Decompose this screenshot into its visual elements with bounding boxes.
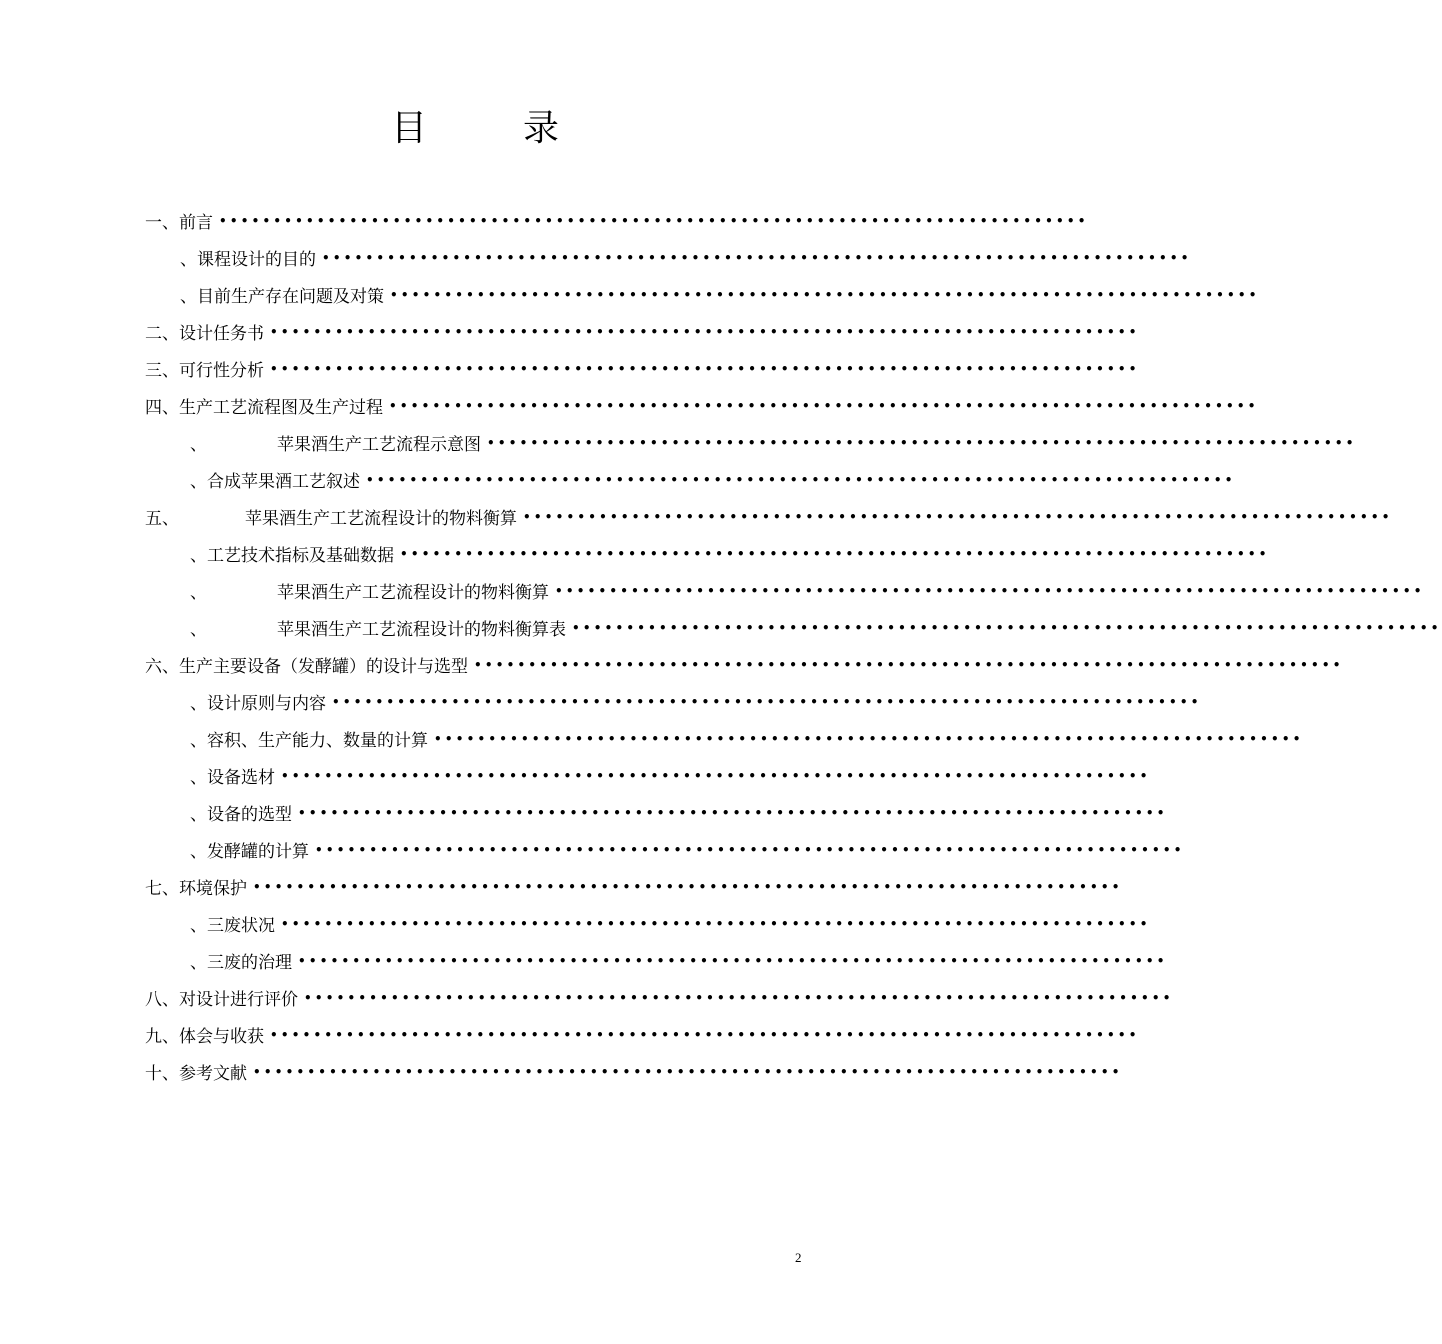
toc-entry-label: 、合成苹果酒工艺叙述 [190,472,360,492]
dot-leader: •••••••••••••••••••••••••••••••••••••••••••••••••••••••••••••••••••••••••••••••• [219,213,1089,228]
dot-leader: •••••••••••••••••••••••••••••••••••••••••••••••••••••••••••••••••••••••••••••••• [389,398,1259,413]
toc-entry-prefix: 五、 [145,509,179,529]
toc-entry[interactable] [145,1053,1123,1090]
toc-entry-label: 四、生产工艺流程图及生产过程 [145,398,383,418]
toc-entry[interactable] [190,831,1185,868]
toc-entry[interactable] [190,794,1168,831]
toc-entry-label: 七、环境保护 [145,879,247,899]
toc-entry[interactable] [190,424,1357,461]
toc-entry-title: 苹果酒生产工艺流程设计的物料衡算表 [277,620,566,640]
toc-entry-label: 、设备选材 [190,768,275,788]
dot-leader: •••••••••••••••••••••••••••••••••••••••••••••••••••••••••••••••••••••••••••••••• [270,361,1140,376]
dot-leader: •••••••••••••••••••••••••••••••••••••••••••••••••••••••••••••••••••••••••••••••• [322,250,1192,265]
dot-leader: •••••••••••••••••••••••••••••••••••••••••••••••••••••••••••••••••••••••••••••••• [434,731,1304,746]
dot-leader: •••••••••••••••••••••••••••••••••••••••••••••••••••••••••••••••••••••••••••••••• [281,768,1151,783]
dot-leader: •••••••••••••••••••••••••••••••••••••••••••••••••••••••••••••••••••••••••••••••• [281,916,1151,931]
toc-entry-label: 三、可行性分析 [145,361,264,381]
toc-entry[interactable] [190,757,1151,794]
toc-entry-label: 、目前生产存在问题及对策 [180,287,384,307]
toc-entry[interactable] [190,461,1236,498]
toc-entry-label: 六、生产主要设备（发酵罐）的设计与选型 [145,657,468,677]
dot-leader: •••••••••••••••••••••••••••••••••••••••••••••••••••••••••••••••••••••••••••••••• [366,472,1236,487]
page-number: 2 [795,1250,802,1265]
toc-entry[interactable] [190,942,1168,979]
toc-entry[interactable] [190,572,1425,609]
dot-leader: •••••••••••••••••••••••••••••••••••••••••••••••••••••••••••••••••••••••••••••••• [487,435,1357,450]
dot-leader: •••••••••••••••••••••••••••••••••••••••••••••••••••••••••••••••••••••••••••••••• [315,842,1185,857]
dot-leader: •••••••••••••••••••••••••••••••••••••••••••••••••••••••••••••••••••••••••••••••• [555,583,1425,598]
toc-entry-label: 、三废状况 [190,916,275,936]
toc-entry-label: 、设备的选型 [190,805,292,825]
toc-entry-label: 一、前言 [145,213,213,233]
toc-entry-prefix: 、 [190,620,207,640]
toc-entry[interactable] [145,1016,1140,1053]
toc-entry[interactable] [145,387,1259,424]
toc-entry-label: 、设计原则与内容 [190,694,326,714]
toc-entry[interactable] [190,905,1151,942]
toc-entry[interactable] [145,350,1140,387]
toc-entry[interactable] [180,239,1192,276]
toc-entry-title: 苹果酒生产工艺流程设计的物料衡算 [245,509,517,529]
toc-entry-label: 、课程设计的目的 [180,250,316,270]
dot-leader: •••••••••••••••••••••••••••••••••••••••••••••••••••••••••••••••••••••••••••••••• [523,509,1393,524]
toc-entry-label: 、工艺技术指标及基础数据 [190,546,394,566]
dot-leader: •••••••••••••••••••••••••••••••••••••••••••••••••••••••••••••••••••••••••••••••• [270,324,1140,339]
dot-leader: •••••••••••••••••••••••••••••••••••••••••••••••••••••••••••••••••••••••••••••••• [390,287,1260,302]
toc-entry[interactable] [145,979,1174,1016]
toc-entry-title: 苹果酒生产工艺流程示意图 [277,435,481,455]
dot-leader: •••••••••••••••••••••••••••••••••••••••••••••••••••••••••••••••••••••••••••••••• [304,990,1174,1005]
dot-leader: •••••••••••••••••••••••••••••••••••••••••••••••••••••••••••••••••••••••••••••••• [253,1064,1123,1079]
toc-entry-label [190,430,481,455]
toc-entry[interactable] [190,720,1304,757]
toc-entry[interactable] [190,609,1442,646]
toc-title: 目 录 [390,108,589,149]
toc-entry-label: 、容积、生产能力、数量的计算 [190,731,428,751]
toc-entry-label [145,504,517,529]
toc-entry[interactable] [145,202,1089,239]
toc-entry[interactable] [145,868,1123,905]
toc-entry-prefix: 、 [190,583,207,603]
toc-entry[interactable] [190,535,1270,572]
toc-entry-label: 八、对设计进行评价 [145,990,298,1010]
toc-entry-label: 二、设计任务书 [145,324,264,344]
dot-leader: •••••••••••••••••••••••••••••••••••••••••••••••••••••••••••••••••••••••••••••••• [572,620,1442,635]
dot-leader: •••••••••••••••••••••••••••••••••••••••••••••••••••••••••••••••••••••••••••••••• [253,879,1123,894]
toc-entry[interactable] [180,276,1260,313]
toc-entry-label [190,615,566,640]
toc-entry[interactable] [190,683,1202,720]
dot-leader: •••••••••••••••••••••••••••••••••••••••••••••••••••••••••••••••••••••••••••••••• [332,694,1202,709]
toc-entry-label: 、发酵罐的计算 [190,842,309,862]
toc-entry-label: 、三废的治理 [190,953,292,973]
toc-entry-title: 苹果酒生产工艺流程设计的物料衡算 [277,583,549,603]
toc-entry-prefix: 、 [190,435,207,455]
dot-leader: •••••••••••••••••••••••••••••••••••••••••••••••••••••••••••••••••••••••••••••••• [474,657,1344,672]
toc-entry[interactable] [145,313,1140,350]
dot-leader: •••••••••••••••••••••••••••••••••••••••••••••••••••••••••••••••••••••••••••••••• [298,953,1168,968]
toc-entry-label [190,578,549,603]
toc-entry[interactable] [145,646,1344,683]
toc-entry[interactable] [145,498,1393,535]
dot-leader: •••••••••••••••••••••••••••••••••••••••••••••••••••••••••••••••••••••••••••••••• [400,546,1270,561]
dot-leader: •••••••••••••••••••••••••••••••••••••••••••••••••••••••••••••••••••••••••••••••• [298,805,1168,820]
toc-entry-label: 十、参考文献 [145,1064,247,1084]
toc-entry-label: 九、体会与收获 [145,1027,264,1047]
dot-leader: •••••••••••••••••••••••••••••••••••••••••••••••••••••••••••••••••••••••••••••••• [270,1027,1140,1042]
